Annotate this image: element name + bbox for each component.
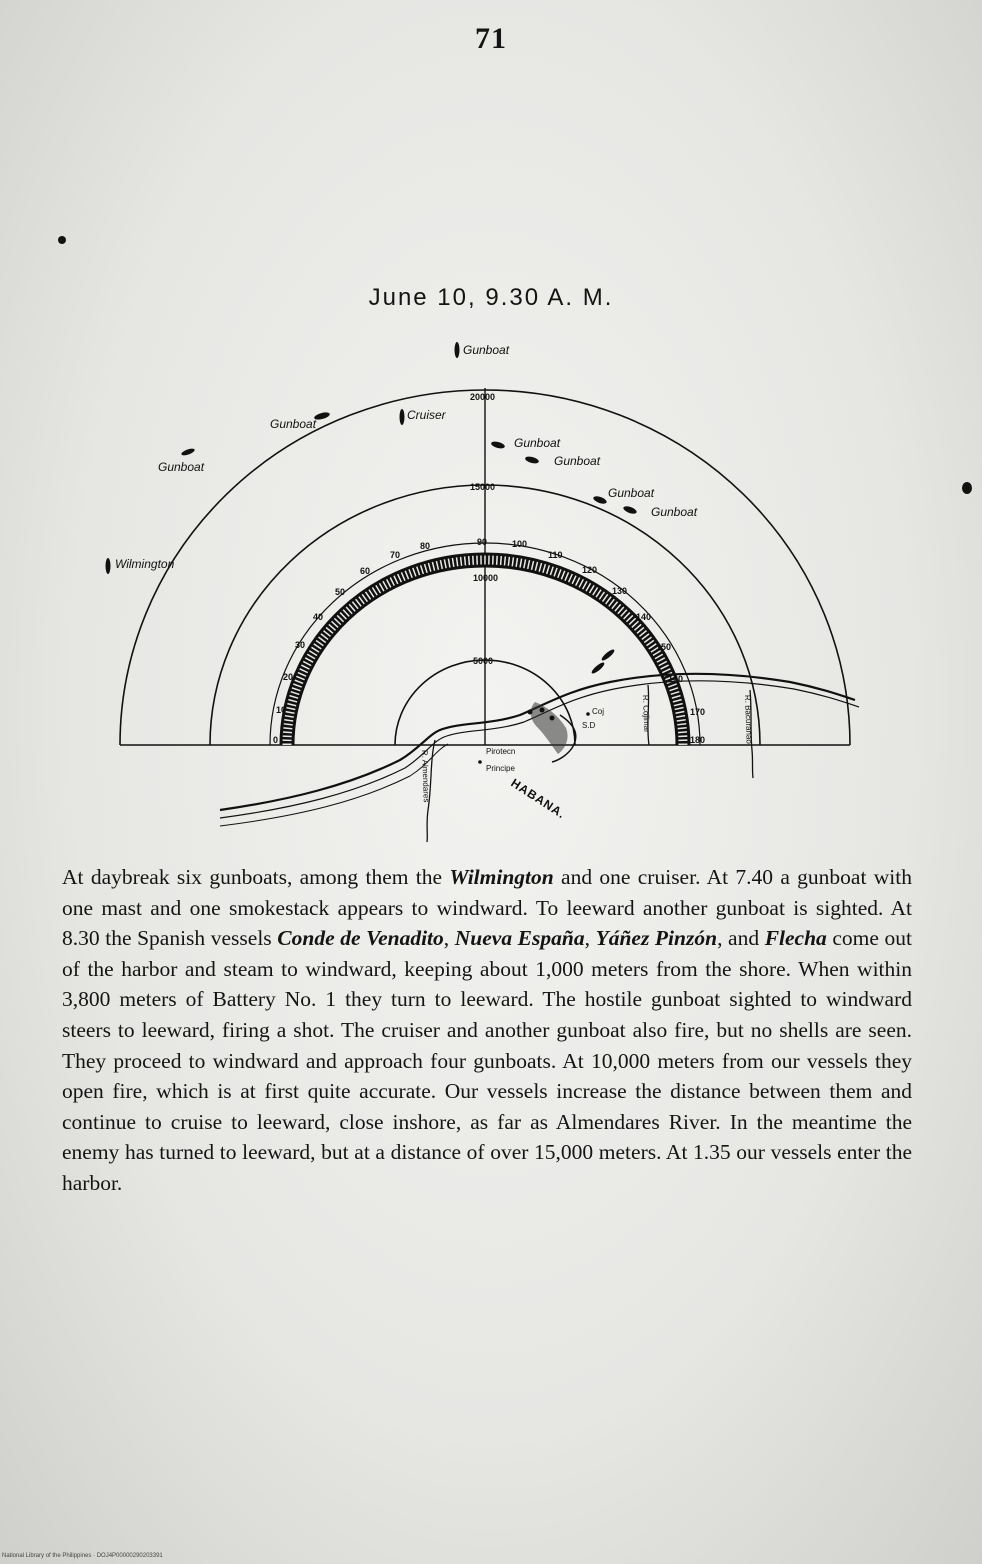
body-sep-2: , bbox=[584, 926, 596, 951]
bearing-30: 30 bbox=[295, 640, 306, 650]
figure-title-date: June 10, bbox=[368, 284, 477, 311]
vessel-label-gunboat-2: Gunboat bbox=[554, 454, 601, 468]
bearing-60: 60 bbox=[360, 566, 371, 576]
body-text-1: At daybreak six gunboats, among them the bbox=[62, 865, 450, 889]
place-label-habana: HABANA. bbox=[508, 775, 569, 822]
bearing-20: 20 bbox=[283, 672, 294, 682]
bearing-90: 90 bbox=[477, 537, 488, 547]
vessel-name-yanez: Yáñez Pinzón bbox=[595, 926, 718, 951]
bearing-0: 0 bbox=[273, 735, 279, 745]
figure-title-time: 9.30 A. M. bbox=[485, 284, 614, 311]
bearing-150: 150 bbox=[656, 642, 672, 652]
vessel-name-wilmington: Wilmington bbox=[449, 865, 554, 889]
vessel-label-gunboat-1: Gunboat bbox=[514, 436, 561, 450]
vessel-label-cruiser: Cruiser bbox=[407, 408, 446, 422]
harbor-range-diagram bbox=[90, 330, 890, 860]
scan-footer: National Library of the Philippines · DOJ4P00000290203391 bbox=[2, 1553, 163, 1559]
place-label-coj: Coj bbox=[592, 707, 605, 716]
harbor-area bbox=[531, 702, 568, 754]
range-label-15000: 15000 bbox=[470, 482, 496, 492]
place-label-principe: Principe bbox=[486, 764, 515, 773]
bearing-130: 130 bbox=[612, 586, 628, 596]
bearing-170: 170 bbox=[690, 707, 706, 717]
body-sep-1: , bbox=[443, 926, 455, 951]
place-label-pirotecnia: Pirotecn bbox=[486, 747, 516, 756]
vessel-label-gunboat-3: Gunboat bbox=[608, 486, 655, 500]
vessel-label-gunboat-upper-left: Gunboat bbox=[270, 417, 317, 431]
vessel-name-conde: Conde de Venadito bbox=[277, 926, 444, 951]
bearing-180: 180 bbox=[690, 735, 706, 745]
vessel-labels bbox=[115, 343, 698, 571]
figure-title bbox=[0, 284, 982, 312]
range-label-20000: 20000 bbox=[470, 392, 496, 402]
bearing-80: 80 bbox=[420, 541, 431, 551]
place-label-cojimar: R. Cojimar bbox=[641, 694, 652, 733]
vessel-name-nueva: Nueva España bbox=[454, 926, 585, 951]
bearing-160: 160 bbox=[668, 674, 684, 684]
range-label-5000: 5000 bbox=[473, 656, 494, 666]
vessel-label-gunboat-top: Gunboat bbox=[463, 343, 510, 357]
vessel-label-gunboat-left: Gunboat bbox=[158, 460, 205, 474]
place-label-almendares: R. Almendares bbox=[420, 749, 431, 803]
bearing-70: 70 bbox=[390, 550, 401, 560]
body-paragraph bbox=[62, 862, 912, 1199]
range-label-10000: 10000 bbox=[473, 573, 499, 583]
bearing-120: 120 bbox=[582, 565, 598, 575]
speck-right bbox=[962, 482, 972, 494]
place-label-bacuranao: R. Bacuranao bbox=[743, 694, 754, 744]
vessel-label-wilmington: Wilmington bbox=[115, 557, 175, 571]
body-text-3: come out of the harbor and steam to windward, keeping about 1,000 meters from the shore. When within 3,800 meters of Battery No. 1 they turn to leeward. The hostile gunboat sighted to windward steers to leeward, firing a shot. The cruiser and another gunboat also fire, but no shells are seen. They proceed to windward and approach four gunboats. At 10,000 meters from our vessels they open fire, which is at first quite accurate. Our vessels increase the distance between them and continue to cruise to leeward, close inshore, as far as Almendares River. In the meantime the enemy has turned to leeward, but at a distance of over 15,000 meters. At 1.35 our vessels enter the harbor. bbox=[62, 926, 913, 1195]
body-text-2: and one cruiser. At 7.40 a gunboat with one mast and one smokestack appears to windward. To leeward another gunboat is sighted. At 8.30 the Spanish vessels bbox=[62, 865, 912, 951]
bearing-100: 100 bbox=[512, 539, 528, 549]
bearing-10: 10 bbox=[276, 705, 287, 715]
bearing-110: 110 bbox=[548, 550, 563, 560]
bearing-50: 50 bbox=[335, 587, 346, 597]
place-label-sd: S.D bbox=[582, 721, 596, 730]
bearing-40: 40 bbox=[313, 612, 324, 622]
page-number: 71 bbox=[475, 22, 507, 55]
speck-left bbox=[58, 236, 66, 244]
vessel-name-flecha: Flecha bbox=[764, 926, 827, 951]
body-sep-3: , and bbox=[717, 926, 765, 951]
bearing-140: 140 bbox=[636, 612, 652, 622]
vessel-label-gunboat-4: Gunboat bbox=[651, 505, 698, 519]
